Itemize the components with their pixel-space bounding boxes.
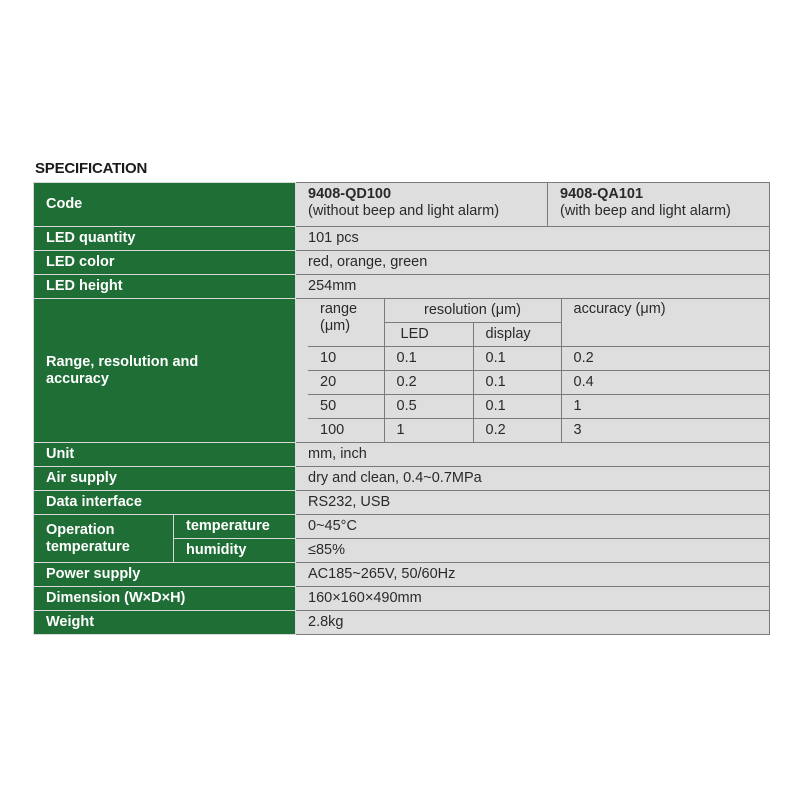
led-height-value: 254mm (296, 275, 770, 299)
led-resolution-value: 0.5 (384, 395, 473, 419)
power-supply-value: AC185~265V, 50/60Hz (296, 563, 770, 587)
model-qa101-cell (548, 183, 770, 227)
model-qd100-name: 9408-QD100 (308, 186, 392, 202)
led-resolution-value: 0.2 (384, 371, 473, 395)
range-value: 100 (308, 419, 384, 443)
dimension-row (34, 587, 770, 611)
led-resolution-value: 0.1 (384, 347, 473, 371)
range-value: 10 (308, 347, 384, 371)
resolution-header: resolution (μm) (384, 299, 561, 323)
range-row (34, 299, 770, 443)
range-value: 50 (308, 395, 384, 419)
range-value: 20 (308, 371, 384, 395)
dimension-value: 160×160×490mm (296, 587, 770, 611)
unit-value: mm, inch (296, 443, 770, 467)
table-row (308, 371, 770, 395)
unit-label: Unit (34, 443, 296, 467)
display-resolution-value: 0.1 (473, 395, 561, 419)
power-supply-row (34, 563, 770, 587)
led-height-label: LED height (34, 275, 296, 299)
table-row (308, 419, 770, 443)
led-resolution-value: 1 (384, 419, 473, 443)
accuracy-value: 3 (561, 419, 770, 443)
page-title: SPECIFICATION (35, 160, 148, 177)
dimension-label: Dimension (W×D×H) (34, 587, 296, 611)
data-interface-label: Data interface (34, 491, 296, 515)
display-resolution-value: 0.1 (473, 371, 561, 395)
model-qa101-name: 9408-QA101 (560, 186, 644, 202)
table-row (308, 347, 770, 371)
air-supply-row (34, 467, 770, 491)
led-height-row (34, 275, 770, 299)
power-supply-label: Power supply (34, 563, 296, 587)
accuracy-value: 0.2 (561, 347, 770, 371)
display-resolution-header: display (473, 323, 561, 347)
led-resolution-header: LED (384, 323, 473, 347)
temperature-label: temperature (174, 515, 296, 539)
led-color-label: LED color (34, 251, 296, 275)
unit-row (34, 443, 770, 467)
air-supply-value: dry and clean, 0.4~0.7MPa (296, 467, 770, 491)
display-resolution-value: 0.1 (473, 347, 561, 371)
data-interface-row (34, 491, 770, 515)
operation-label: Operation temperature (34, 515, 174, 563)
code-label: Code (34, 183, 296, 227)
code-row (34, 183, 770, 227)
model-qd100-cell (296, 183, 548, 227)
accuracy-value: 1 (561, 395, 770, 419)
range-header: range (μm) (308, 299, 384, 347)
led-quantity-row (34, 227, 770, 251)
led-color-row (34, 251, 770, 275)
model-qd100-desc: (without beep and light alarm) (308, 203, 500, 219)
led-quantity-value: 101 pcs (296, 227, 770, 251)
weight-row (34, 611, 770, 635)
weight-label: Weight (34, 611, 296, 635)
air-supply-label: Air supply (34, 467, 296, 491)
specification-table (33, 182, 770, 635)
accuracy-header: accuracy (μm) (561, 299, 770, 347)
operation-temperature-row (34, 515, 770, 539)
humidity-value: ≤85% (296, 539, 770, 563)
table-row (308, 395, 770, 419)
range-subtable-cell (296, 299, 770, 443)
led-quantity-label: LED quantity (34, 227, 296, 251)
model-qa101-desc: (with beep and light alarm) (560, 203, 731, 219)
humidity-label: humidity (174, 539, 296, 563)
range-header-row-1 (308, 299, 770, 323)
accuracy-value: 0.4 (561, 371, 770, 395)
data-interface-value: RS232, USB (296, 491, 770, 515)
display-resolution-value: 0.2 (473, 419, 561, 443)
temperature-value: 0~45°C (296, 515, 770, 539)
range-label: Range, resolution and accuracy (34, 299, 296, 443)
range-subtable (308, 299, 770, 442)
weight-value: 2.8kg (296, 611, 770, 635)
led-color-value: red, orange, green (296, 251, 770, 275)
